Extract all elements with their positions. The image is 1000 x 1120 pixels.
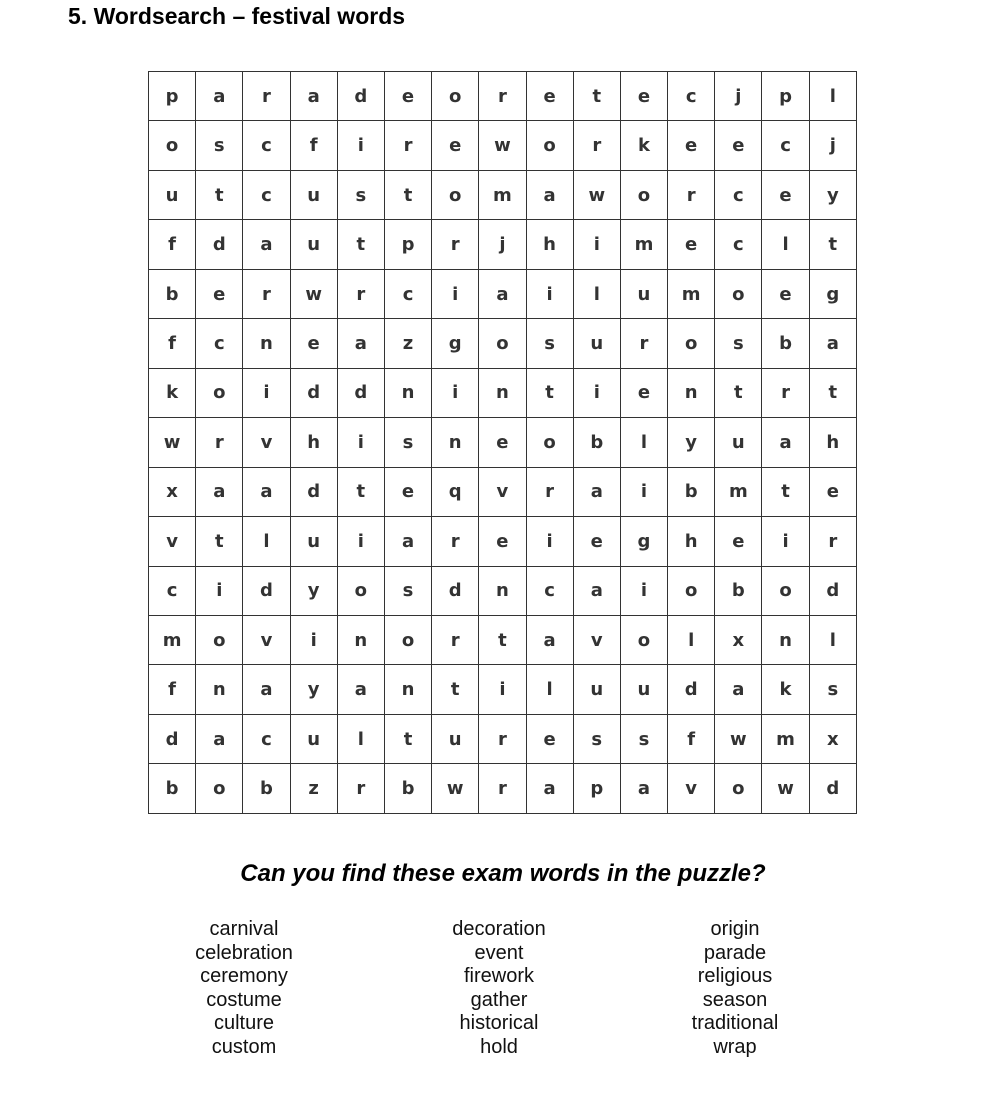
- grid-cell: l: [762, 220, 809, 269]
- grid-cell: i: [573, 368, 620, 417]
- grid-cell: i: [573, 220, 620, 269]
- grid-row: [149, 319, 857, 368]
- grid-cell: c: [243, 170, 290, 219]
- grid-cell: o: [337, 566, 384, 615]
- grid-cell: r: [243, 269, 290, 318]
- grid-row: [149, 615, 857, 664]
- grid-cell: m: [479, 170, 526, 219]
- grid-cell: f: [149, 319, 196, 368]
- grid-cell: m: [715, 467, 762, 516]
- grid-cell: r: [337, 764, 384, 814]
- grid-cell: o: [432, 72, 479, 121]
- grid-cell: m: [668, 269, 715, 318]
- word-list-item: historical: [459, 1012, 539, 1035]
- grid-cell: c: [526, 566, 573, 615]
- grid-cell: s: [526, 319, 573, 368]
- grid-cell: b: [384, 764, 431, 814]
- grid-cell: r: [573, 121, 620, 170]
- grid-cell: t: [196, 517, 243, 566]
- grid-cell: t: [526, 368, 573, 417]
- grid-cell: b: [762, 319, 809, 368]
- grid-cell: w: [432, 764, 479, 814]
- grid-cell: a: [526, 170, 573, 219]
- grid-cell: d: [809, 764, 856, 814]
- grid-cell: c: [715, 170, 762, 219]
- grid-row: [149, 566, 857, 615]
- grid-cell: c: [668, 72, 715, 121]
- grid-cell: r: [526, 467, 573, 516]
- grid-cell: o: [526, 418, 573, 467]
- grid-cell: n: [196, 665, 243, 714]
- word-list-item: culture: [213, 1012, 275, 1035]
- grid-cell: m: [620, 220, 667, 269]
- grid-cell: e: [668, 121, 715, 170]
- grid-cell: u: [290, 517, 337, 566]
- grid-cell: e: [762, 170, 809, 219]
- grid-cell: x: [809, 714, 856, 763]
- grid-cell: a: [337, 665, 384, 714]
- grid-row: [149, 714, 857, 763]
- grid-cell: k: [149, 368, 196, 417]
- grid-cell: u: [290, 714, 337, 763]
- grid-cell: w: [573, 170, 620, 219]
- grid-cell: f: [668, 714, 715, 763]
- grid-cell: n: [337, 615, 384, 664]
- grid-cell: i: [243, 368, 290, 417]
- grid-cell: e: [573, 517, 620, 566]
- grid-cell: l: [526, 665, 573, 714]
- grid-cell: r: [432, 220, 479, 269]
- word-list-item: decoration: [452, 918, 546, 940]
- grid-cell: d: [243, 566, 290, 615]
- grid-cell: t: [337, 467, 384, 516]
- grid-row: [149, 269, 857, 318]
- grid-row: [149, 764, 857, 814]
- grid-cell: a: [809, 319, 856, 368]
- grid-cell: e: [479, 418, 526, 467]
- grid-cell: r: [620, 319, 667, 368]
- grid-cell: v: [243, 615, 290, 664]
- grid-cell: s: [715, 319, 762, 368]
- grid-cell: r: [432, 517, 479, 566]
- grid-cell: g: [432, 319, 479, 368]
- grid-row: [149, 418, 857, 467]
- grid-cell: j: [715, 72, 762, 121]
- grid-cell: h: [526, 220, 573, 269]
- grid-cell: s: [384, 566, 431, 615]
- grid-cell: c: [196, 319, 243, 368]
- grid-cell: r: [196, 418, 243, 467]
- grid-cell: k: [762, 665, 809, 714]
- grid-cell: z: [384, 319, 431, 368]
- grid-cell: o: [526, 121, 573, 170]
- grid-cell: i: [290, 615, 337, 664]
- grid-cell: r: [479, 714, 526, 763]
- grid-cell: p: [384, 220, 431, 269]
- grid-cell: a: [196, 714, 243, 763]
- word-list-column-2: [379, 918, 619, 1060]
- grid-cell: o: [479, 319, 526, 368]
- grid-cell: d: [668, 665, 715, 714]
- grid-cell: u: [149, 170, 196, 219]
- wordsearch-grid: [148, 71, 857, 814]
- grid-cell: a: [526, 764, 573, 814]
- grid-cell: e: [526, 72, 573, 121]
- grid-cell: s: [196, 121, 243, 170]
- word-list-item: hold: [480, 1035, 518, 1058]
- grid-cell: r: [337, 269, 384, 318]
- grid-cell: e: [809, 467, 856, 516]
- grid-row: [149, 665, 857, 714]
- word-list-item: custom: [211, 1035, 277, 1058]
- grid-cell: t: [573, 72, 620, 121]
- word-list-item: firework: [463, 965, 534, 988]
- grid-cell: i: [526, 517, 573, 566]
- grid-cell: b: [149, 269, 196, 318]
- grid-cell: e: [715, 121, 762, 170]
- grid-cell: u: [620, 665, 667, 714]
- grid-row: [149, 220, 857, 269]
- grid-cell: d: [290, 368, 337, 417]
- grid-cell: l: [809, 72, 856, 121]
- grid-cell: a: [526, 615, 573, 664]
- grid-row: [149, 121, 857, 170]
- grid-cell: t: [384, 170, 431, 219]
- grid-cell: e: [196, 269, 243, 318]
- word-list-item: ceremony: [200, 965, 288, 988]
- grid-cell: o: [715, 764, 762, 814]
- grid-cell: n: [243, 319, 290, 368]
- grid-cell: a: [620, 764, 667, 814]
- grid-cell: y: [290, 665, 337, 714]
- grid-cell: e: [762, 269, 809, 318]
- grid-cell: o: [196, 615, 243, 664]
- grid-cell: v: [479, 467, 526, 516]
- word-list-item: costume: [206, 988, 282, 1011]
- grid-cell: s: [809, 665, 856, 714]
- grid-row: [149, 368, 857, 417]
- grid-cell: a: [290, 72, 337, 121]
- grid-cell: b: [668, 467, 715, 516]
- grid-cell: o: [196, 764, 243, 814]
- grid-cell: u: [432, 714, 479, 763]
- grid-cell: s: [337, 170, 384, 219]
- grid-cell: s: [384, 418, 431, 467]
- grid-cell: c: [384, 269, 431, 318]
- grid-cell: a: [573, 566, 620, 615]
- grid-cell: b: [149, 764, 196, 814]
- grid-cell: n: [432, 418, 479, 467]
- grid-cell: o: [432, 170, 479, 219]
- grid-cell: r: [479, 764, 526, 814]
- grid-cell: t: [809, 368, 856, 417]
- grid-cell: o: [384, 615, 431, 664]
- word-list-item: religious: [697, 965, 773, 988]
- grid-cell: d: [337, 368, 384, 417]
- grid-cell: e: [715, 517, 762, 566]
- word-list-item: carnival: [209, 918, 279, 940]
- grid-cell: t: [479, 615, 526, 664]
- grid-cell: a: [384, 517, 431, 566]
- grid-cell: r: [243, 72, 290, 121]
- grid-cell: u: [620, 269, 667, 318]
- grid-row: [149, 467, 857, 516]
- grid-cell: g: [620, 517, 667, 566]
- grid-cell: r: [479, 72, 526, 121]
- grid-cell: n: [479, 368, 526, 417]
- grid-row: [149, 517, 857, 566]
- grid-cell: o: [668, 566, 715, 615]
- grid-cell: m: [149, 615, 196, 664]
- grid-cell: n: [479, 566, 526, 615]
- grid-cell: x: [149, 467, 196, 516]
- grid-cell: a: [479, 269, 526, 318]
- grid-cell: c: [149, 566, 196, 615]
- grid-cell: j: [809, 121, 856, 170]
- grid-cell: i: [196, 566, 243, 615]
- grid-cell: v: [149, 517, 196, 566]
- grid-cell: i: [337, 121, 384, 170]
- grid-cell: e: [668, 220, 715, 269]
- word-list-item: wrap: [713, 1035, 757, 1058]
- word-list-item: season: [702, 988, 768, 1011]
- grid-cell: n: [762, 615, 809, 664]
- word-list-item: gather: [470, 988, 528, 1011]
- grid-cell: b: [715, 566, 762, 615]
- grid-cell: n: [384, 665, 431, 714]
- grid-cell: h: [668, 517, 715, 566]
- grid-cell: p: [149, 72, 196, 121]
- grid-cell: i: [526, 269, 573, 318]
- grid-cell: w: [762, 764, 809, 814]
- grid-cell: a: [715, 665, 762, 714]
- grid-cell: o: [762, 566, 809, 615]
- grid-cell: a: [243, 467, 290, 516]
- grid-cell: z: [290, 764, 337, 814]
- instruction-prompt: Can you find these exam words in the puzzle?: [240, 860, 766, 887]
- grid-cell: i: [620, 467, 667, 516]
- grid-cell: e: [384, 467, 431, 516]
- grid-cell: a: [243, 220, 290, 269]
- grid-cell: r: [762, 368, 809, 417]
- grid-cell: c: [762, 121, 809, 170]
- grid-cell: v: [243, 418, 290, 467]
- grid-cell: i: [432, 269, 479, 318]
- grid-cell: p: [762, 72, 809, 121]
- grid-cell: f: [290, 121, 337, 170]
- grid-cell: a: [196, 467, 243, 516]
- word-list-item: celebration: [195, 941, 293, 964]
- grid-cell: s: [620, 714, 667, 763]
- grid-cell: e: [620, 72, 667, 121]
- grid-cell: g: [809, 269, 856, 318]
- grid-cell: u: [290, 170, 337, 219]
- grid-cell: r: [384, 121, 431, 170]
- grid-cell: p: [573, 764, 620, 814]
- grid-cell: y: [668, 418, 715, 467]
- grid-cell: i: [479, 665, 526, 714]
- grid-cell: e: [620, 368, 667, 417]
- grid-cell: d: [432, 566, 479, 615]
- grid-cell: f: [149, 220, 196, 269]
- word-list-item: parade: [703, 941, 767, 964]
- grid-cell: a: [337, 319, 384, 368]
- grid-cell: i: [337, 418, 384, 467]
- grid-cell: l: [809, 615, 856, 664]
- grid-cell: j: [479, 220, 526, 269]
- grid-cell: x: [715, 615, 762, 664]
- grid-cell: i: [337, 517, 384, 566]
- grid-cell: v: [668, 764, 715, 814]
- grid-cell: d: [196, 220, 243, 269]
- grid-cell: a: [243, 665, 290, 714]
- grid-cell: w: [149, 418, 196, 467]
- grid-cell: i: [762, 517, 809, 566]
- grid-cell: r: [432, 615, 479, 664]
- grid-row: [149, 72, 857, 121]
- grid-cell: u: [715, 418, 762, 467]
- grid-cell: c: [243, 121, 290, 170]
- grid-cell: t: [715, 368, 762, 417]
- grid-cell: s: [573, 714, 620, 763]
- grid-cell: a: [762, 418, 809, 467]
- grid-cell: u: [573, 319, 620, 368]
- grid-cell: b: [573, 418, 620, 467]
- grid-cell: l: [620, 418, 667, 467]
- grid-cell: e: [526, 714, 573, 763]
- grid-cell: w: [290, 269, 337, 318]
- grid-cell: i: [432, 368, 479, 417]
- word-list-item: event: [474, 941, 524, 964]
- grid-cell: d: [337, 72, 384, 121]
- grid-cell: f: [149, 665, 196, 714]
- grid-cell: h: [809, 418, 856, 467]
- word-list-column-1: [124, 918, 364, 1060]
- grid-cell: l: [337, 714, 384, 763]
- page-title: 5. Wordsearch – festival words: [68, 3, 406, 29]
- grid-cell: t: [762, 467, 809, 516]
- grid-cell: o: [668, 319, 715, 368]
- grid-cell: c: [243, 714, 290, 763]
- grid-cell: b: [243, 764, 290, 814]
- grid-cell: e: [432, 121, 479, 170]
- grid-cell: e: [384, 72, 431, 121]
- grid-cell: a: [573, 467, 620, 516]
- grid-cell: v: [573, 615, 620, 664]
- grid-cell: e: [290, 319, 337, 368]
- grid-cell: l: [668, 615, 715, 664]
- grid-cell: t: [337, 220, 384, 269]
- grid-cell: w: [479, 121, 526, 170]
- grid-cell: t: [196, 170, 243, 219]
- grid-cell: y: [290, 566, 337, 615]
- grid-cell: o: [196, 368, 243, 417]
- grid-cell: o: [620, 170, 667, 219]
- grid-cell: d: [149, 714, 196, 763]
- grid-cell: r: [668, 170, 715, 219]
- grid-cell: w: [715, 714, 762, 763]
- grid-cell: t: [432, 665, 479, 714]
- grid-cell: n: [668, 368, 715, 417]
- grid-cell: q: [432, 467, 479, 516]
- grid-cell: k: [620, 121, 667, 170]
- grid-cell: y: [809, 170, 856, 219]
- grid-cell: d: [809, 566, 856, 615]
- grid-cell: o: [149, 121, 196, 170]
- grid-cell: l: [243, 517, 290, 566]
- grid-cell: a: [196, 72, 243, 121]
- grid-cell: d: [290, 467, 337, 516]
- word-list-column-3: [615, 918, 855, 1060]
- grid-cell: h: [290, 418, 337, 467]
- grid-cell: u: [573, 665, 620, 714]
- grid-cell: t: [809, 220, 856, 269]
- grid-row: [149, 170, 857, 219]
- grid-cell: e: [479, 517, 526, 566]
- grid-cell: o: [715, 269, 762, 318]
- grid-cell: t: [384, 714, 431, 763]
- grid-cell: m: [762, 714, 809, 763]
- word-list-item: origin: [710, 918, 760, 940]
- grid-cell: r: [809, 517, 856, 566]
- grid-cell: u: [290, 220, 337, 269]
- grid-cell: o: [620, 615, 667, 664]
- grid-cell: n: [384, 368, 431, 417]
- grid-cell: l: [573, 269, 620, 318]
- word-list-item: traditional: [691, 1012, 779, 1035]
- grid-cell: i: [620, 566, 667, 615]
- grid-cell: c: [715, 220, 762, 269]
